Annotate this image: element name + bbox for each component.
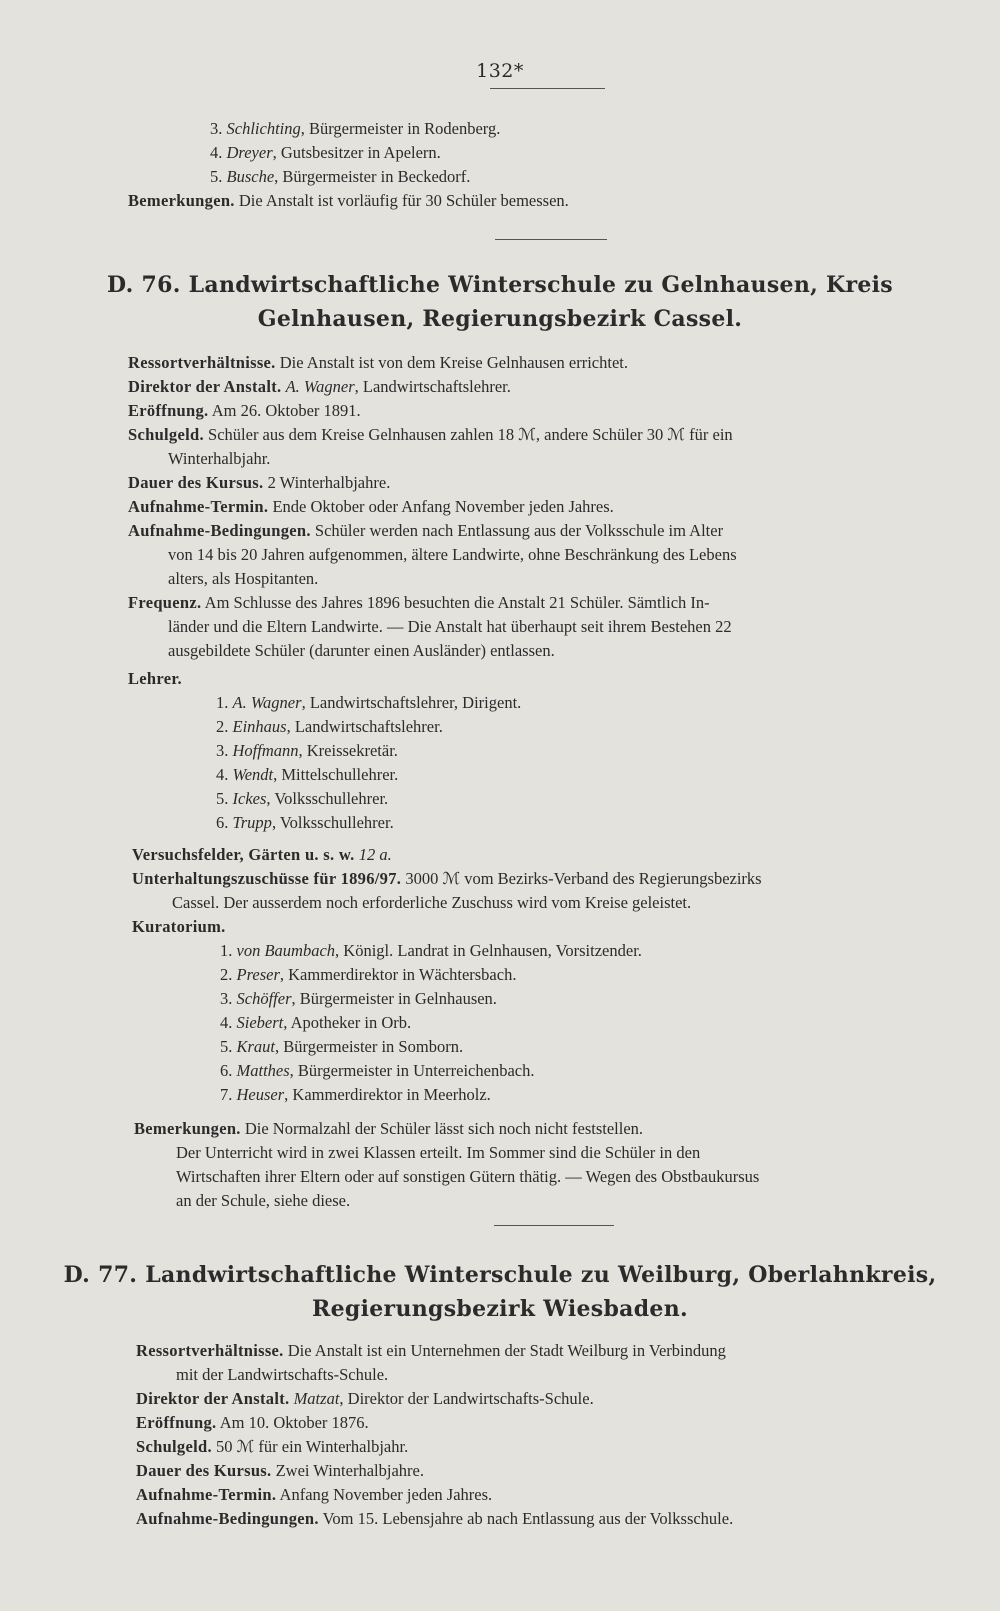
d77-opening [136, 1412, 369, 1434]
field-label: Bemerkungen. [134, 1119, 241, 1138]
field-label: Dauer des Kursus. [136, 1461, 272, 1480]
item-number: 1. [216, 693, 229, 712]
board-member-name: von Baumbach [236, 941, 336, 960]
item-number: 1. [220, 941, 233, 960]
member-name: Busche [226, 167, 275, 186]
field-text: Am 26. Oktober 1891. [211, 401, 361, 420]
board-member-role: , Kammerdirektor in Wächtersbach. [279, 965, 517, 984]
d76-frequency-cont: ausgebildete Schüler (darunter einen Ausländer) entlassen. [168, 641, 555, 660]
field-label: Eröffnung. [136, 1413, 217, 1432]
member-role: , Gutsbesitzer in Apelern. [272, 143, 441, 162]
field-label: Versuchsfelder, Gärten u. s. w. [132, 845, 355, 864]
section-separator [495, 239, 607, 240]
item-number: 4. [216, 765, 229, 784]
d76-admission-cond-cont: alters, als Hospitanten. [168, 569, 319, 588]
item-number: 3. [220, 989, 233, 1008]
d77-admission-cond [136, 1508, 733, 1530]
director-role: , Landwirtschaftslehrer. [354, 377, 511, 396]
board-member-name: Preser [236, 965, 280, 984]
item-number: 5. [220, 1037, 233, 1056]
d77-duration [136, 1460, 424, 1482]
d76-teachers-label: Lehrer. [128, 669, 182, 688]
teacher-item [216, 740, 398, 762]
d76-frequency-cont: länder und die Eltern Landwirte. — Die Anstalt hat überhaupt seit ihrem Bestehen 22 [168, 617, 732, 636]
teacher-role: , Volksschullehrer. [271, 813, 394, 832]
field-text: Zwei Winterhalbjahre. [275, 1461, 424, 1480]
page-number: 132* [476, 60, 524, 82]
teacher-item [216, 812, 394, 834]
member-role: , Bürgermeister in Beckedorf. [274, 167, 471, 186]
director-name: A. Wagner [285, 377, 355, 396]
field-label: Ressortverhältnisse. [128, 353, 276, 372]
teacher-role: , Landwirtschaftslehrer, Dirigent. [301, 693, 522, 712]
teacher-name: Einhaus [232, 717, 287, 736]
d76-duration [128, 472, 390, 494]
d76-subsidy [132, 868, 762, 890]
member-number: 5. [210, 167, 223, 186]
field-label: Schulgeld. [136, 1437, 212, 1456]
teacher-name: Wendt [232, 765, 274, 784]
d77-fee [136, 1436, 408, 1458]
board-member-name: Kraut [236, 1037, 276, 1056]
field-text: 3000 ℳ vom Bezirks-Verband des Regierungsbezirks [405, 869, 762, 888]
d76-remarks-cont: Der Unterricht wird in zwei Klassen erteilt. Im Sommer sind die Schüler in den [176, 1143, 701, 1162]
field-label: Schulgeld. [128, 425, 204, 444]
field-text: Die Anstalt ist von dem Kreise Gelnhausen errichtet. [279, 353, 628, 372]
item-number: 6. [220, 1061, 233, 1080]
d76-fields [132, 844, 392, 866]
section-heading-d76: D. 76. Landwirtschaftliche Winterschule zu Gelnhausen, Kreis [106, 272, 893, 298]
field-label: Dauer des Kursus. [128, 473, 264, 492]
intro-member [210, 118, 500, 140]
d76-director [128, 376, 511, 398]
board-member-name: Siebert [236, 1013, 284, 1032]
field-label: Ressortverhältnisse. [136, 1341, 284, 1360]
d76-remarks [134, 1118, 643, 1140]
member-number: 3. [210, 119, 223, 138]
teacher-role: , Kreissekretär. [298, 741, 398, 760]
teacher-item [216, 764, 398, 786]
d76-admission-date [128, 496, 614, 518]
board-item [220, 964, 516, 986]
d76-opening [128, 400, 361, 422]
section-heading-d76-cont: Gelnhausen, Regierungsbezirk Cassel. [257, 306, 743, 332]
member-role: , Bürgermeister in Rodenberg. [300, 119, 501, 138]
d76-board-label: Kuratorium. [132, 917, 226, 936]
field-text: Ende Oktober oder Anfang November jeden Jahres. [272, 497, 614, 516]
section-separator [494, 1225, 614, 1226]
teacher-role: , Volksschullehrer. [266, 789, 389, 808]
member-number: 4. [210, 143, 223, 162]
d76-subsidy-cont: Cassel. Der ausserdem noch erforderliche Zuschuss wird vom Kreise geleistet. [172, 893, 692, 912]
d76-remarks-cont: an der Schule, siehe diese. [176, 1191, 351, 1210]
d76-fee [128, 424, 733, 446]
field-label: Aufnahme-Bedingungen. [136, 1509, 319, 1528]
d77-ressort [136, 1340, 726, 1362]
item-number: 4. [220, 1013, 233, 1032]
teacher-item [216, 692, 521, 714]
board-member-role: , Bürgermeister in Gelnhausen. [291, 989, 497, 1008]
field-text: 12 a. [358, 845, 392, 864]
teacher-name: Trupp [232, 813, 272, 832]
field-text: 50 ℳ für ein Winterhalbjahr. [216, 1437, 409, 1456]
field-text: Anfang November jeden Jahres. [279, 1485, 493, 1504]
board-item [220, 1036, 463, 1058]
d76-admission-cond-cont: von 14 bis 20 Jahren aufgenommen, ältere Landwirte, ohne Beschränkung des Lebens [168, 545, 737, 564]
field-label: Unterhaltungszuschüsse für 1896/97. [132, 869, 402, 888]
teacher-item [216, 788, 388, 810]
field-label: Aufnahme-Bedingungen. [128, 521, 311, 540]
teacher-item [216, 716, 443, 738]
board-member-name: Matthes [236, 1061, 290, 1080]
intro-member [210, 142, 441, 164]
teacher-role: , Landwirtschaftslehrer. [286, 717, 443, 736]
board-member-name: Heuser [236, 1085, 285, 1104]
teacher-name: A. Wagner [232, 693, 302, 712]
board-item [220, 1084, 491, 1106]
board-member-role: , Königl. Landrat in Gelnhausen, Vorsitzender. [335, 941, 642, 960]
intro-member [210, 166, 470, 188]
d76-admission-cond [128, 520, 723, 542]
director-name: Matzat [293, 1389, 340, 1408]
field-text: Schüler aus dem Kreise Gelnhausen zahlen 18 ℳ, andere Schüler 30 ℳ für ein [208, 425, 733, 444]
d76-remarks-cont: Wirtschaften ihrer Eltern oder auf sonstigen Gütern thätig. — Wegen des Obstbaukursus [176, 1167, 760, 1186]
section-heading-d77: D. 77. Landwirtschaftliche Winterschule zu Weilburg, Oberlahnkreis, [63, 1262, 937, 1288]
field-text: Die Normalzahl der Schüler lässt sich noch nicht feststellen. [244, 1119, 644, 1138]
board-member-name: Schöffer [236, 989, 292, 1008]
member-name: Schlichting [226, 119, 301, 138]
board-item [220, 1012, 411, 1034]
teacher-name: Hoffmann [232, 741, 299, 760]
board-item [220, 940, 642, 962]
d76-ressort [128, 352, 628, 374]
item-number: 2. [220, 965, 233, 984]
page-number-rule [490, 88, 605, 89]
field-label: Aufnahme-Termin. [128, 497, 269, 516]
field-text: Schüler werden nach Entlassung aus der Volksschule im Alter [314, 521, 724, 540]
field-text: Die Anstalt ist ein Unternehmen der Stadt Weilburg in Verbindung [287, 1341, 726, 1360]
field-label: Aufnahme-Termin. [136, 1485, 277, 1504]
d77-admission-date [136, 1484, 492, 1506]
board-item [220, 1060, 534, 1082]
board-member-role: , Bürgermeister in Unterreichenbach. [289, 1061, 535, 1080]
director-role: , Direktor der Landwirtschafts-Schule. [339, 1389, 594, 1408]
remarks-label: Bemerkungen. [128, 191, 235, 210]
item-number: 2. [216, 717, 229, 736]
d76-frequency [128, 592, 710, 614]
section-heading-d77-cont: Regierungsbezirk Wiesbaden. [312, 1296, 688, 1322]
item-number: 3. [216, 741, 229, 760]
item-number: 7. [220, 1085, 233, 1104]
member-name: Dreyer [226, 143, 273, 162]
field-text: 2 Winterhalbjahre. [267, 473, 391, 492]
board-member-role: , Kammerdirektor in Meerholz. [284, 1085, 491, 1104]
board-member-role: , Bürgermeister in Somborn. [275, 1037, 464, 1056]
intro-remarks [128, 190, 569, 212]
field-label: Direktor der Anstalt. [136, 1389, 290, 1408]
field-label: Frequenz. [128, 593, 202, 612]
field-text: Vom 15. Lebensjahre ab nach Entlassung aus der Volksschule. [322, 1509, 734, 1528]
field-label: Direktor der Anstalt. [128, 377, 282, 396]
board-member-role: , Apotheker in Orb. [283, 1013, 412, 1032]
teacher-name: Ickes [232, 789, 267, 808]
field-label: Eröffnung. [128, 401, 209, 420]
teacher-role: , Mittelschullehrer. [273, 765, 399, 784]
field-text: Am 10. Oktober 1876. [219, 1413, 369, 1432]
remarks-text: Die Anstalt ist vorläufig für 30 Schüler bemessen. [238, 191, 569, 210]
item-number: 5. [216, 789, 229, 808]
d77-ressort-cont: mit der Landwirtschafts-Schule. [176, 1365, 389, 1384]
field-text: Am Schlusse des Jahres 1896 besuchten die Anstalt 21 Schüler. Sämtlich In- [204, 593, 710, 612]
board-item [220, 988, 497, 1010]
d77-director [136, 1388, 594, 1410]
d76-fee-cont: Winterhalbjahr. [168, 449, 271, 468]
item-number: 6. [216, 813, 229, 832]
